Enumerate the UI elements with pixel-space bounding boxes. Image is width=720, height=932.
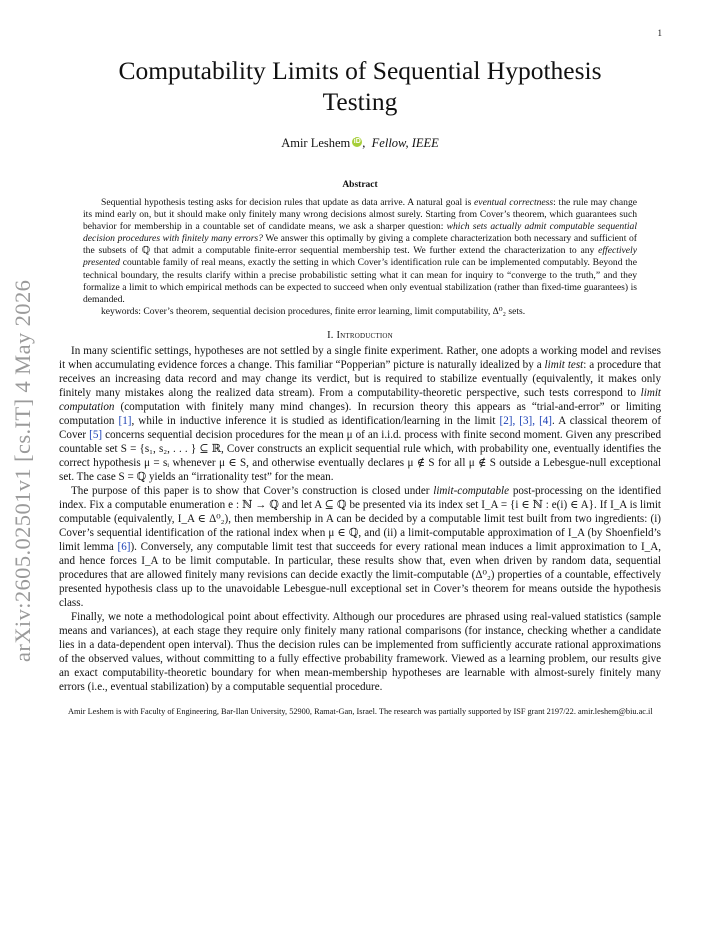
paper-title: Computability Limits of Sequential Hypothesis Testing [118,56,602,116]
paragraph-text: concerns sequential decision procedures for the mean μ of an i.i.d. process with finite second moment. Given any prescribed countable set S = {s₁, s₂, . . . } ⊆ ℝ, Cover constructs an explicit sequential rule which, with probability one, eventually identifies the correct hypothesis μ = sᵢ whenever μ ∈ S, and otherwise eventually declares μ ∉ S for all μ ∉ S outside a Lebesgue-null exceptional set. The case S = ℚ yields an “irrationality test” for the mean. [59,429,662,484]
paragraph-text: The purpose of this paper is to show that Cover’s construction is closed under [71,485,434,498]
citation-link[interactable]: [5] [89,429,103,442]
author-name: Amir Leshem [281,136,351,150]
paragraph-text: , while in inductive inference it is studied as identification/learning in the limit [131,415,500,428]
emphasis: limit computation [59,386,661,413]
paper-content [59,0,661,726]
abstract-text: Sequential hypothesis testing asks for decision rules that update as data arrive. A natural goal is [101,197,475,208]
abstract-text: : the rule may change its mind early on, but it should make only finitely many wrong decisions almost surely. Starting from Cover’s theorem, which guarantees such behavior for membership in a countable set of candidate means, we ask a sharper question: [83,197,637,233]
emphasis: limit-computable [433,485,510,498]
abstract-text: countable family of real means, exactly the setting in which Cover’s identification rule can be implemented computably. Beyond the technical boundary, the results clarify within a precise probabilistic setting what it can mean for inquiry to “converge to the truth,” and they formalize a limit to which empirical methods can be expected to succeed when only eventual stabilization (rather than fixed-time guarantees) is demanded. [83,257,637,305]
paragraph-text: . A classical theorem of Cover [59,415,662,442]
citation-link[interactable]: [6] [117,541,131,554]
paragraph-text: In many scientific settings, hypotheses are not settled by a single finite experiment. Rather, one adopts a working model and revises it when accumulating evidence forces a change. This familiar “Popperian” picture is naturally idealized by a [59,344,661,371]
abstract-heading: Abstract [342,180,378,190]
paragraph-text: ). Conversely, any computable limit test that succeeds for every rational mean induces a limit approximation to I_A, and hence forces I_A to be limit computable. In particular, these results show that, even when driven by random data, sequential procedures that are allowed finitely many revisions can decide exactly the limit-computable (Δ⁰₂) properties of a countable, effectively presented hypothesis class up to the unavoidable Lebesgue-null exceptional set in Cover’s theorem for means outside the hypothesis class. [59,541,661,610]
section-number: I. [327,329,334,341]
abstract-emphasis: effectively presented [83,245,637,269]
paragraph-2 [59,484,661,610]
paragraph-text: post-processing on the identified index. Fix a computable enumeration e : ℕ → ℚ and let A ⊆ ℚ be presented via its index set I_A = {i ∈ ℕ : e(i) ∈ A}. If I_A is limit computable (equivalently, I_A ∈ Δ⁰₂), then membership in A can be decided by a computable limit test built from two ingredients: (i) Cover’s sequential identification of the rational index when μ ∈ ℚ, and (ii) a limit-computable approximation of I_A (by Shoenfield’s limit lemma [59,485,661,554]
paragraph-1 [59,344,661,484]
author-title: Fellow, IEEE [371,136,439,150]
orcid-icon[interactable]: iD [353,138,361,145]
section-heading [59,330,661,341]
paragraph-3 [59,610,661,694]
page-number: 1 [657,28,662,38]
section-title: Introduction [336,329,393,341]
paragraph-text: (computation with finitely many mind changes). In recursion theory this appears as “trial-and-error” or limiting computation [59,401,661,428]
citation-link[interactable]: [2], [3], [4] [499,415,553,428]
citation-link[interactable]: [1] [118,415,132,428]
footnote: Amir Leshem is with Faculty of Engineering, Bar-Ilan University, 52900, Ramat-Gan, Israel. The research was partially supported by ISF grant 2197/22. amir.leshem@biu.ac.il [68,707,653,717]
body-text [59,344,661,694]
author-line [59,136,661,151]
abstract-body [83,197,637,306]
arxiv-identifier-stamp: arXiv:2605.02501v1 [cs.IT] 4 May 2026 [10,279,35,662]
paragraph-text: Finally, we note a methodological point about effectivity. Although our procedures are phrased using real-valued statistics (sample means and variances), at each stage they require only finitely many rational comparisons (for instance, checking whether a candidate lies in a data-dependent open interval). Thus the decision rules can be implemented from sufficiently accurate rational approximations of the observed values, without committing to a fully effective probability framework. Viewed as a learning problem, our results give an exact computability-theoretic boundary for when mean-membership hypotheses are learnable with almost-surely finitely many errors (i.e., eventual stabilization) by a computable sequential procedure. [59,611,661,694]
abstract-emphasis: eventual correctness [474,197,554,208]
abstract-text: We answer this optimally by giving a complete characterization both necessary and sufficient of the subsets of ℚ that admit a computable finite-error sequential membership test. We further extend the characterization to any [83,233,638,257]
keywords: keywords: Cover’s theorem, sequential decision procedures, finite error learning, limit computability, Δ⁰₂ sets. [101,305,526,317]
author-separator: , [362,136,366,150]
paragraph-text: : a procedure that receives an increasing data record and may change its verdict, but is required to stabilize eventually (equivalently, it makes only finitely many mistakes along the realized data stream). From a computability-theoretic perspective, such tests correspond to [59,358,661,399]
emphasis: limit test [544,358,584,371]
abstract-emphasis: which sets actually admit computable sequential decision procedures with finitely many errors? [83,221,637,245]
